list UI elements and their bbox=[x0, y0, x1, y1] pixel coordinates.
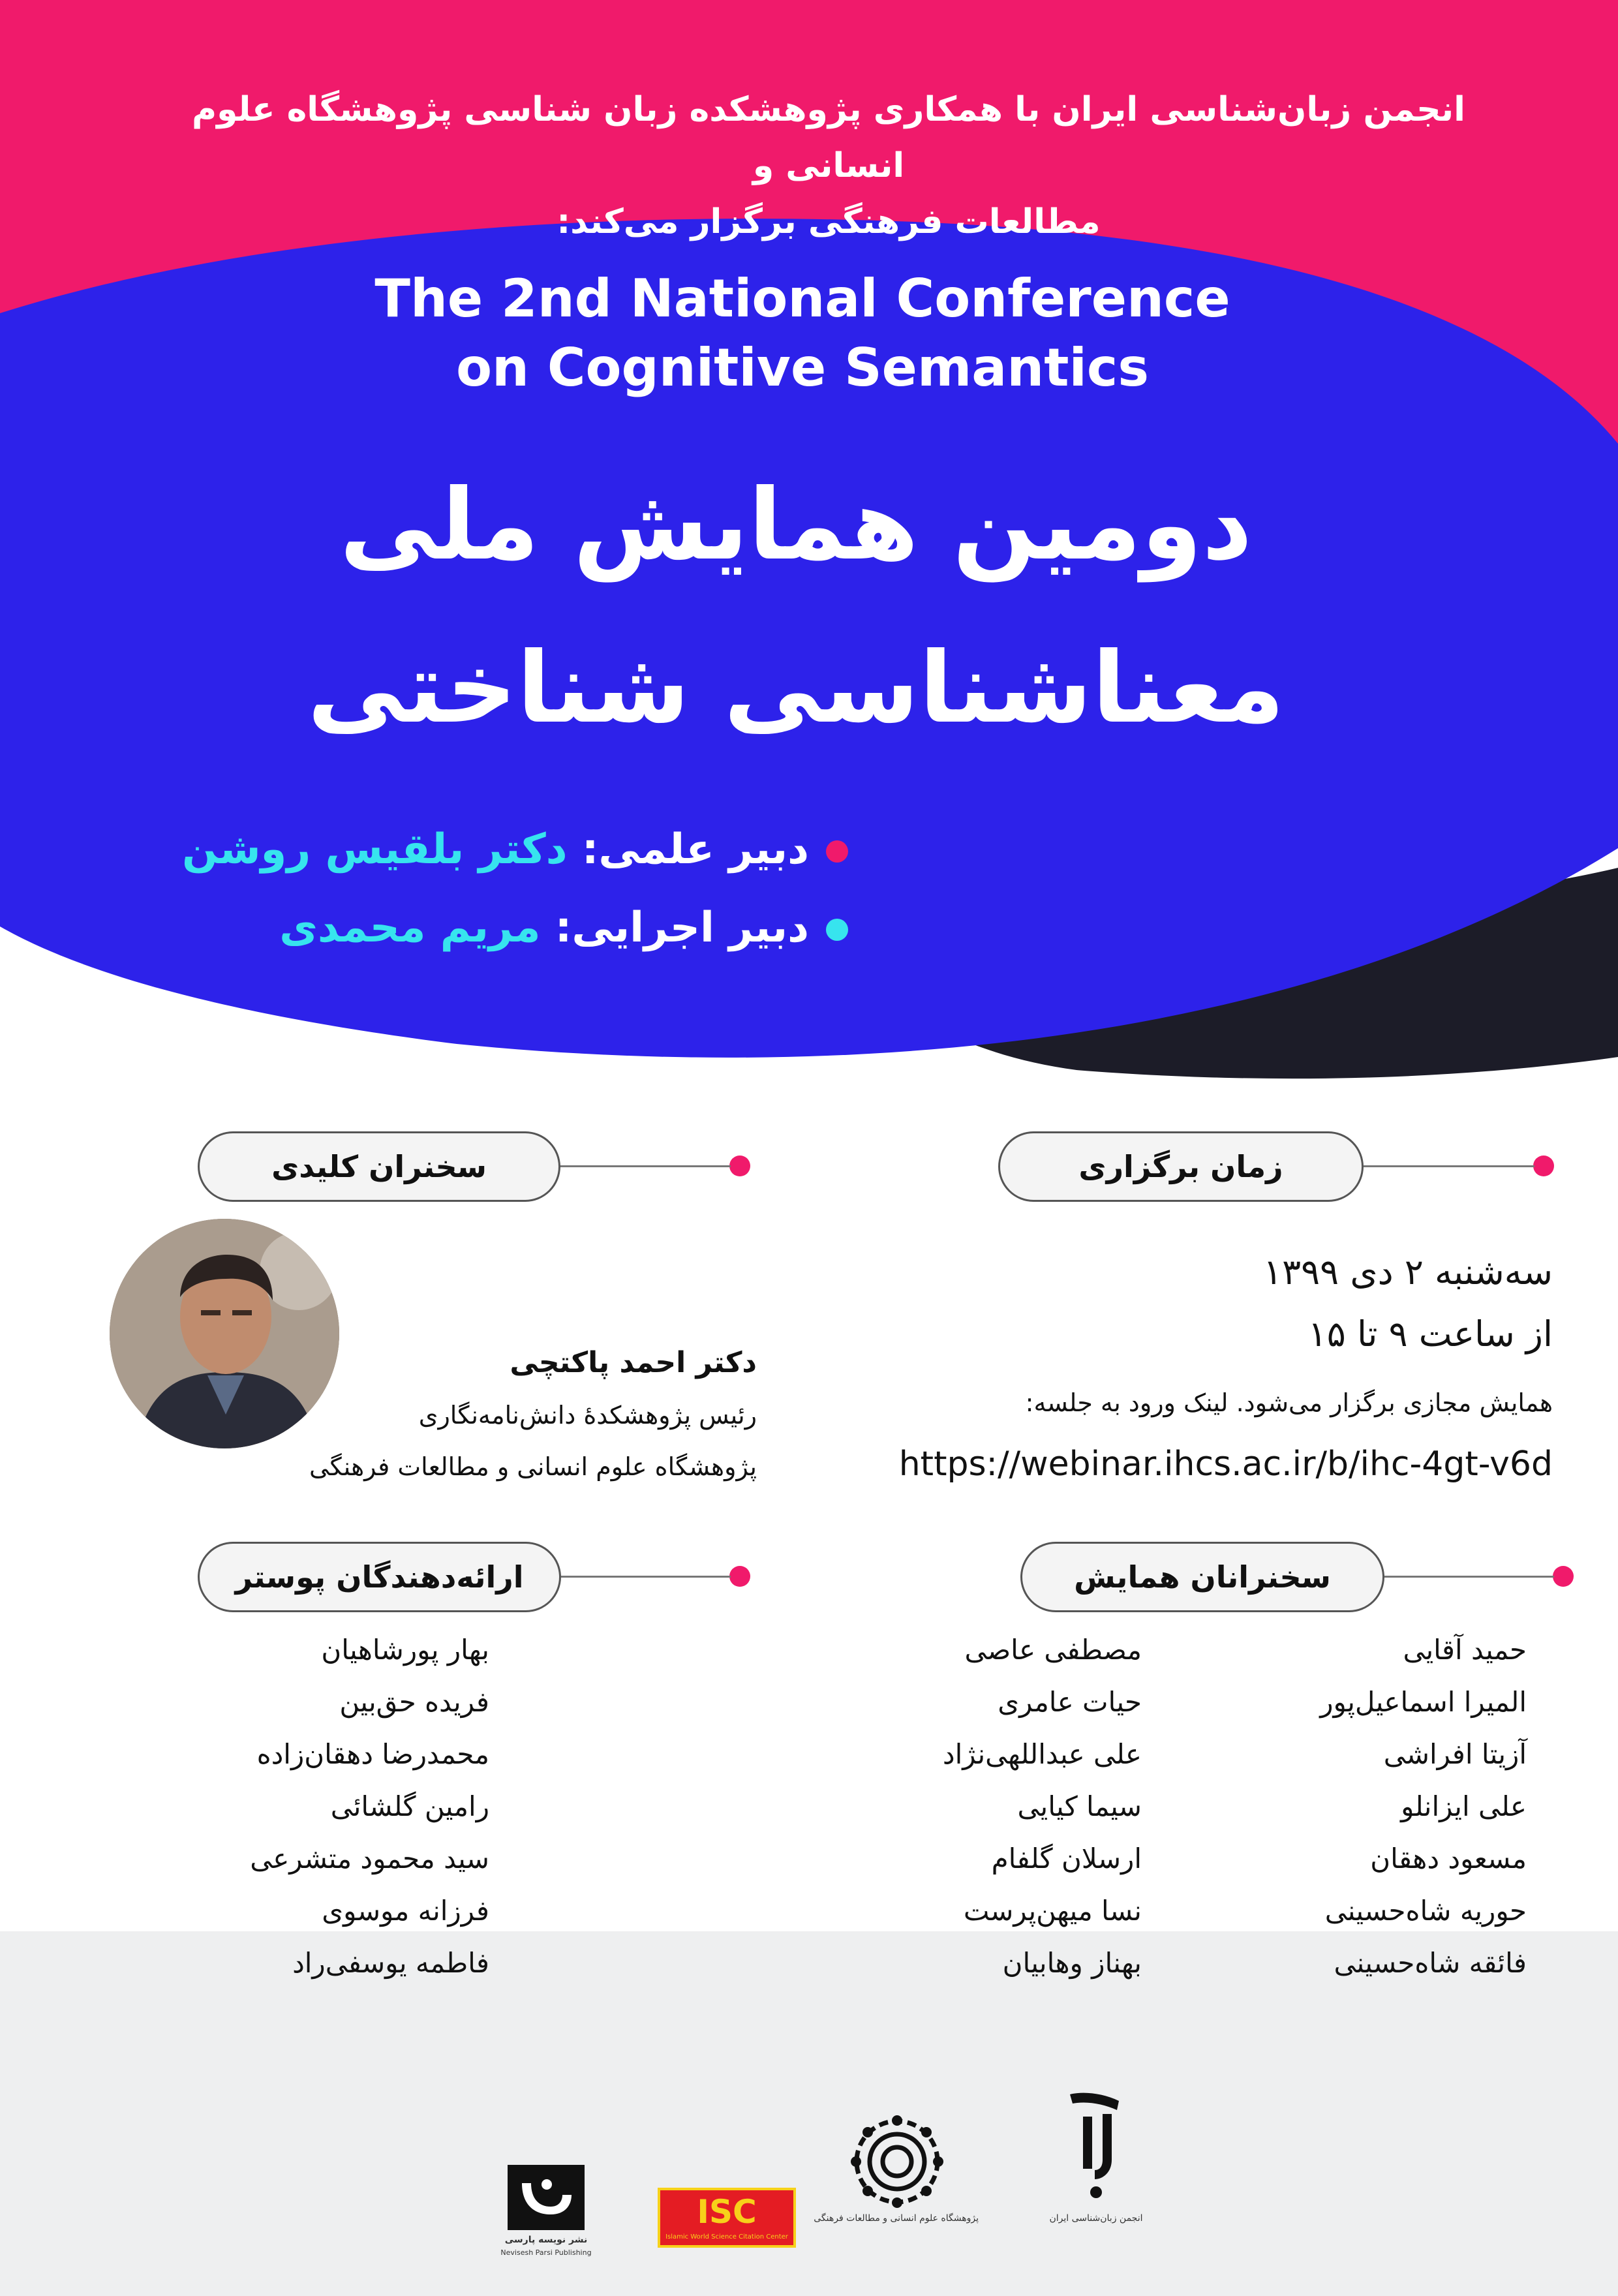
english-title bbox=[254, 264, 1351, 403]
section-dot-icon bbox=[729, 1566, 750, 1587]
speaker-name: سیما کیایی bbox=[1017, 1790, 1142, 1822]
posters-heading: ارائه‌دهندگان پوستر bbox=[198, 1542, 561, 1612]
speakers-right-column bbox=[1161, 1624, 1527, 1989]
poster-presenter-name: فاطمه یوسفی‌راد bbox=[292, 1947, 489, 1979]
poster-presenter-name: فرزانه موسوی bbox=[322, 1895, 489, 1927]
bullet-icon bbox=[826, 919, 848, 941]
association-logo-caption: انجمن زبان‌شناسی ایران bbox=[1049, 2213, 1143, 2224]
speaker-name: مسعود دهقان bbox=[1370, 1843, 1527, 1875]
bullet-icon bbox=[826, 840, 848, 863]
organizer-line-2: مطالعات فرهنگی برگزار می‌کند: bbox=[557, 202, 1101, 241]
isc-logo-label: ISC bbox=[697, 2193, 757, 2231]
persian-title-line-2: معناشناسی شناختی bbox=[307, 632, 1285, 745]
keynote-speaker-name: دکتر احمد پاکتچی bbox=[510, 1346, 757, 1379]
speakers-left-column bbox=[776, 1624, 1142, 1989]
webinar-link[interactable]: https://webinar.ihcs.ac.ir/b/ihc-4gt-v6d bbox=[898, 1445, 1553, 1484]
persian-title-line-1: دومین همایش ملی bbox=[339, 468, 1253, 582]
section-dot-icon bbox=[729, 1156, 750, 1176]
posters-column bbox=[124, 1624, 489, 1989]
publisher-logo-icon bbox=[508, 2165, 585, 2230]
keynote-speaker-role-1: رئیس پژوهشکدهٔ دانش‌نامه‌نگاری bbox=[418, 1401, 757, 1430]
english-title-line-2: on Cognitive Semantics bbox=[456, 337, 1149, 398]
executive-editor-role: دبیر اجرایی: bbox=[555, 904, 809, 952]
speaker-name: علی عبداللهی‌نژاد bbox=[942, 1738, 1142, 1770]
section-divider bbox=[560, 1165, 731, 1167]
isc-logo-icon bbox=[658, 2188, 796, 2248]
section-divider bbox=[561, 1576, 731, 1578]
executive-editor bbox=[130, 904, 848, 952]
speaker-name: حوریه شاه‌حسینی bbox=[1324, 1895, 1527, 1927]
organizer-line-1: انجمن زبان‌شناسی ایران با همکاری پژوهشکده زبان شناسی پژوهشگاه علوم انسانی و bbox=[192, 90, 1465, 185]
institute-logo-icon bbox=[848, 2113, 946, 2211]
english-title-line-1: The 2nd National Conference bbox=[374, 268, 1230, 329]
poster-presenter-name: رامین گلشائی bbox=[330, 1790, 489, 1822]
persian-title bbox=[248, 444, 1344, 770]
speaker-name: مصطفی عاصی bbox=[964, 1634, 1142, 1666]
keynote-speaker-role-2: پژوهشگاه علوم انسانی و مطالعات فرهنگی bbox=[309, 1452, 757, 1481]
poster-presenter-name: بهار پورشاهیان bbox=[321, 1634, 489, 1666]
scientific-editor-name: دکتر بلقیس روشن bbox=[182, 825, 568, 874]
schedule-date: سه‌شنبه ۲ دی ۱۳۹۹ bbox=[1263, 1251, 1553, 1293]
speaker-name: بهناز وهابیان bbox=[1002, 1947, 1142, 1979]
speaker-name: حیات عامری bbox=[998, 1686, 1142, 1718]
speaker-name: ارسلان گلفام bbox=[991, 1843, 1142, 1875]
speaker-name: فائقه شاه‌حسینی bbox=[1334, 1947, 1527, 1979]
association-logo-icon bbox=[1057, 2088, 1135, 2205]
schedule-time: از ساعت ۹ تا ۱۵ bbox=[1307, 1313, 1553, 1355]
isc-logo-caption: Islamic World Science Citation Center bbox=[665, 2233, 788, 2241]
poster-presenter-name: فریده حق‌بین bbox=[339, 1686, 489, 1718]
schedule-heading: زمان برگزاری bbox=[998, 1131, 1364, 1202]
speaker-name: علی ایزانلو bbox=[1401, 1790, 1527, 1822]
speaker-name: آزیتا افراشی bbox=[1383, 1738, 1527, 1770]
section-divider bbox=[1384, 1576, 1554, 1578]
speaker-name: المیرا اسماعیل‌پور bbox=[1320, 1686, 1527, 1718]
schedule-note: همایش مجازی برگزار می‌شود. لینک ورود به جلسه: bbox=[1025, 1388, 1553, 1417]
publisher-logo-caption-en: Nevisesh Parsi Publishing bbox=[500, 2248, 592, 2257]
section-dot-icon bbox=[1533, 1156, 1554, 1176]
section-dot-icon bbox=[1553, 1566, 1574, 1587]
publisher-logo-caption-fa: نشر نویسه پارسی bbox=[504, 2235, 588, 2245]
poster-presenter-name: سید محمود متشرعی bbox=[250, 1843, 489, 1875]
speaker-name: نسا میهن‌پرست bbox=[963, 1895, 1142, 1927]
section-divider bbox=[1364, 1165, 1534, 1167]
institute-logo-caption: پژوهشگاه علوم انسانی و مطالعات فرهنگی bbox=[814, 2213, 979, 2224]
poster-presenter-name: محمدرضا دهقان‌زاده bbox=[256, 1738, 489, 1770]
scientific-editor-role: دبیر علمی: bbox=[581, 825, 809, 874]
organizer-text bbox=[183, 82, 1474, 250]
scientific-editor bbox=[130, 825, 848, 874]
speakers-heading: سخنرانان همایش bbox=[1020, 1542, 1384, 1612]
keynote-heading: سخنران کلیدی bbox=[198, 1131, 560, 1202]
speaker-name: حمید آقایی bbox=[1403, 1634, 1527, 1666]
executive-editor-name: مریم محمدی bbox=[279, 904, 541, 952]
